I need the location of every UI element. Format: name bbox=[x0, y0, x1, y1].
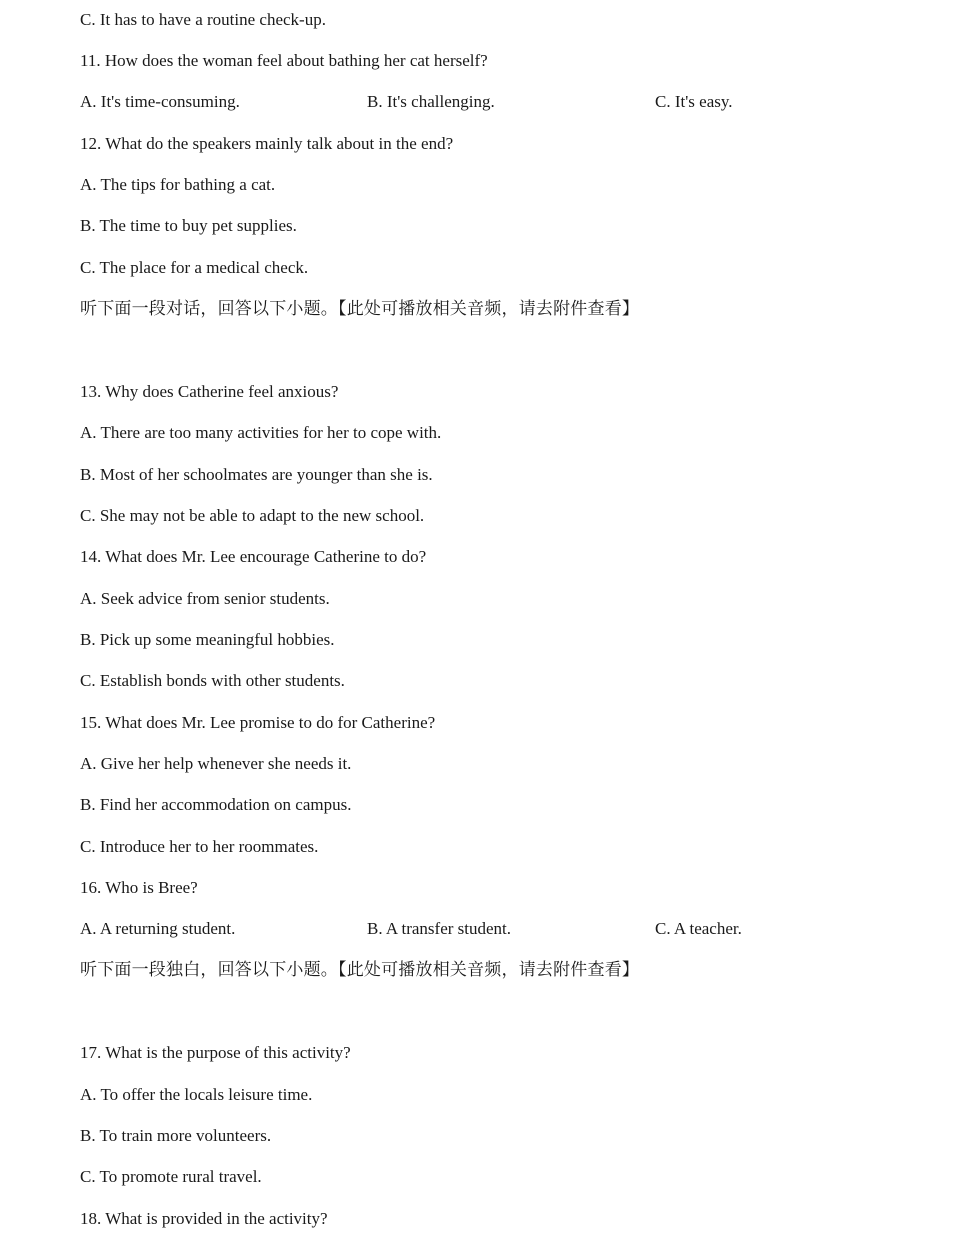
option-12c: C. The place for a medical check. bbox=[80, 258, 309, 277]
options-row-11 bbox=[80, 91, 733, 113]
option-17b: B. To train more volunteers. bbox=[80, 1126, 272, 1145]
option-14a: A. Seek advice from senior students. bbox=[80, 589, 330, 608]
option-10c: C. It has to have a routine check-up. bbox=[80, 10, 326, 29]
option-15b: B. Find her accommodation on campus. bbox=[80, 795, 352, 814]
option-14c: C. Establish bonds with other students. bbox=[80, 671, 345, 690]
option-11a: A. It's time-consuming. bbox=[80, 92, 240, 111]
question-12: 12. What do the speakers mainly talk about in the end? bbox=[80, 134, 454, 153]
section-instruction-monologue: 听下面一段独白，回答以下小题。【此处可播放相关音频，请去附件查看】 bbox=[80, 960, 640, 980]
option-11b: B. It's challenging. bbox=[367, 92, 495, 111]
question-16: 16. Who is Bree? bbox=[80, 878, 198, 897]
option-16b: B. A transfer student. bbox=[367, 919, 512, 938]
question-17: 17. What is the purpose of this activity? bbox=[80, 1043, 351, 1062]
option-17a: A. To offer the locals leisure time. bbox=[80, 1085, 313, 1104]
question-18: 18. What is provided in the activity? bbox=[80, 1209, 328, 1228]
question-13: 13. Why does Catherine feel anxious? bbox=[80, 382, 339, 401]
option-14b: B. Pick up some meaningful hobbies. bbox=[80, 630, 335, 649]
section-instruction-dialogue: 听下面一段对话，回答以下小题。【此处可播放相关音频，请去附件查看】 bbox=[80, 299, 640, 319]
question-11: 11. How does the woman feel about bathing her cat herself? bbox=[80, 51, 488, 70]
option-12a: A. The tips for bathing a cat. bbox=[80, 175, 276, 194]
question-14: 14. What does Mr. Lee encourage Catherine to do? bbox=[80, 547, 427, 566]
option-13a: A. There are too many activities for her to cope with. bbox=[80, 423, 442, 442]
option-12b: B. The time to buy pet supplies. bbox=[80, 216, 297, 235]
option-16c: C. A teacher. bbox=[655, 919, 742, 938]
option-13b: B. Most of her schoolmates are younger than she is. bbox=[80, 465, 433, 484]
option-15c: C. Introduce her to her roommates. bbox=[80, 837, 319, 856]
question-15: 15. What does Mr. Lee promise to do for Catherine? bbox=[80, 713, 436, 732]
options-row-16 bbox=[80, 918, 742, 940]
option-17c: C. To promote rural travel. bbox=[80, 1167, 262, 1186]
option-15a: A. Give her help whenever she needs it. bbox=[80, 754, 352, 773]
option-13c: C. She may not be able to adapt to the new school. bbox=[80, 506, 425, 525]
option-16a: A. A returning student. bbox=[80, 919, 236, 938]
option-11c: C. It's easy. bbox=[655, 92, 733, 111]
